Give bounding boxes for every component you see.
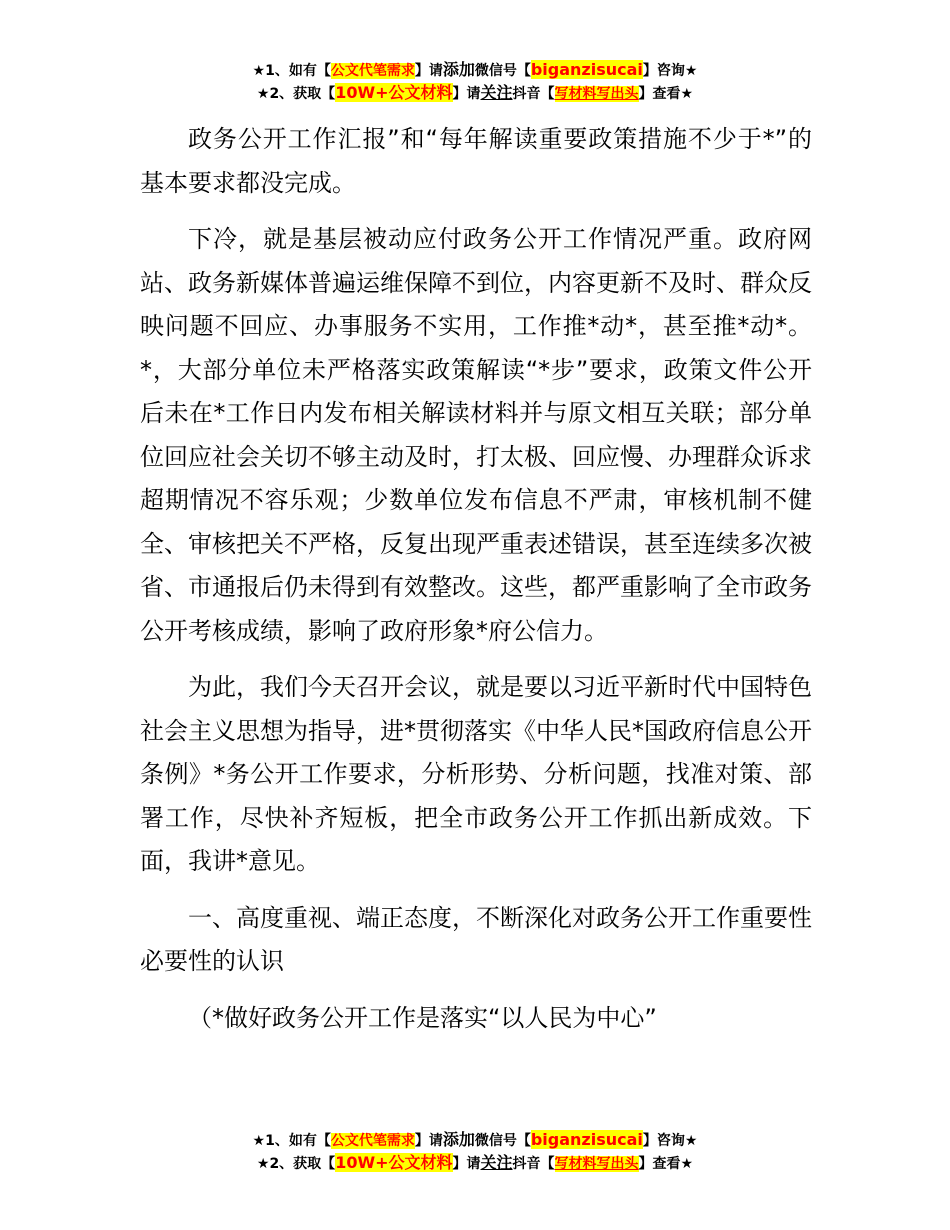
body-paragraph: 政务公开工作汇报”和“每年解读重要政策措施不少于*”的基本要求都没完成。 [140,125,812,197]
document-body [140,118,812,1053]
subsection-heading: （*做好政务公开工作是落实“以人民为中心” [188,1003,657,1032]
header-banner [0,59,950,105]
banner-line-2: ★2、获取【10W+公文材料】请关注抖音【写材料写出头】查看★ [256,83,694,102]
highlight-materials: 10W+公文材料 [335,1153,453,1172]
highlight-douyin: 写材料写出头 [554,86,639,102]
section-heading: 一、高度重视、端正态度，不断深化对政务公开工作重要性必要性的认识 [140,903,812,975]
banner-line-2: ★2、获取【10W+公文材料】请关注抖音【写材料写出头】查看★ [256,1153,694,1172]
highlight-wechat-id: biganzisucai [530,1130,643,1149]
highlight-service: 公文代笔需求 [330,1133,415,1149]
banner-line-1: ★1、如有【公文代笔需求】请添加微信号【biganzisucai】咨询★ [252,1130,698,1149]
footer-banner [0,1129,950,1175]
banner-line-1: ★1、如有【公文代笔需求】请添加微信号【biganzisucai】咨询★ [252,60,698,79]
highlight-douyin: 写材料写出头 [554,1156,639,1172]
highlight-wechat-id: biganzisucai [530,60,643,79]
highlight-materials: 10W+公文材料 [335,83,453,102]
body-paragraph: 下冷，就是基层被动应付政务公开工作情况严重。政府网站、政务新媒体普遍运维保障不到位，内容更新不及时、群众反映问题不回应、办事服务不实用，工作推*动*，甚至推*动*。*，大部分单位未严格落实政策解读“*步”要求，政策文件公开后未在*工作日内发布相关解读材料并与原文相互关联；部分单位回应社会关切不够主动及时，打太极、回应慢、办理群众诉求超期情况不容乐观；少数单位发布信息不严肃，审核机制不健全、审核把关不严格，反复出现严重表述错误，甚至连续多次被省、市通报后仍未得到有效整改。这些，都严重影响了全市政务公开考核成绩，影响了政府形象*府公信力。 [140,225,812,645]
body-paragraph: 为此，我们今天召开会议，就是要以习近平新时代中国特色社会主义思想为指导，进*贯彻落实《中华人民*国政府信息公开条例》*务公开工作要求，分析形势、分析问题，找准对策、部署工作，尽快补齐短板，把全市政务公开工作抓出新成效。下面，我讲*意见。 [140,673,812,875]
highlight-service: 公文代笔需求 [330,63,415,79]
